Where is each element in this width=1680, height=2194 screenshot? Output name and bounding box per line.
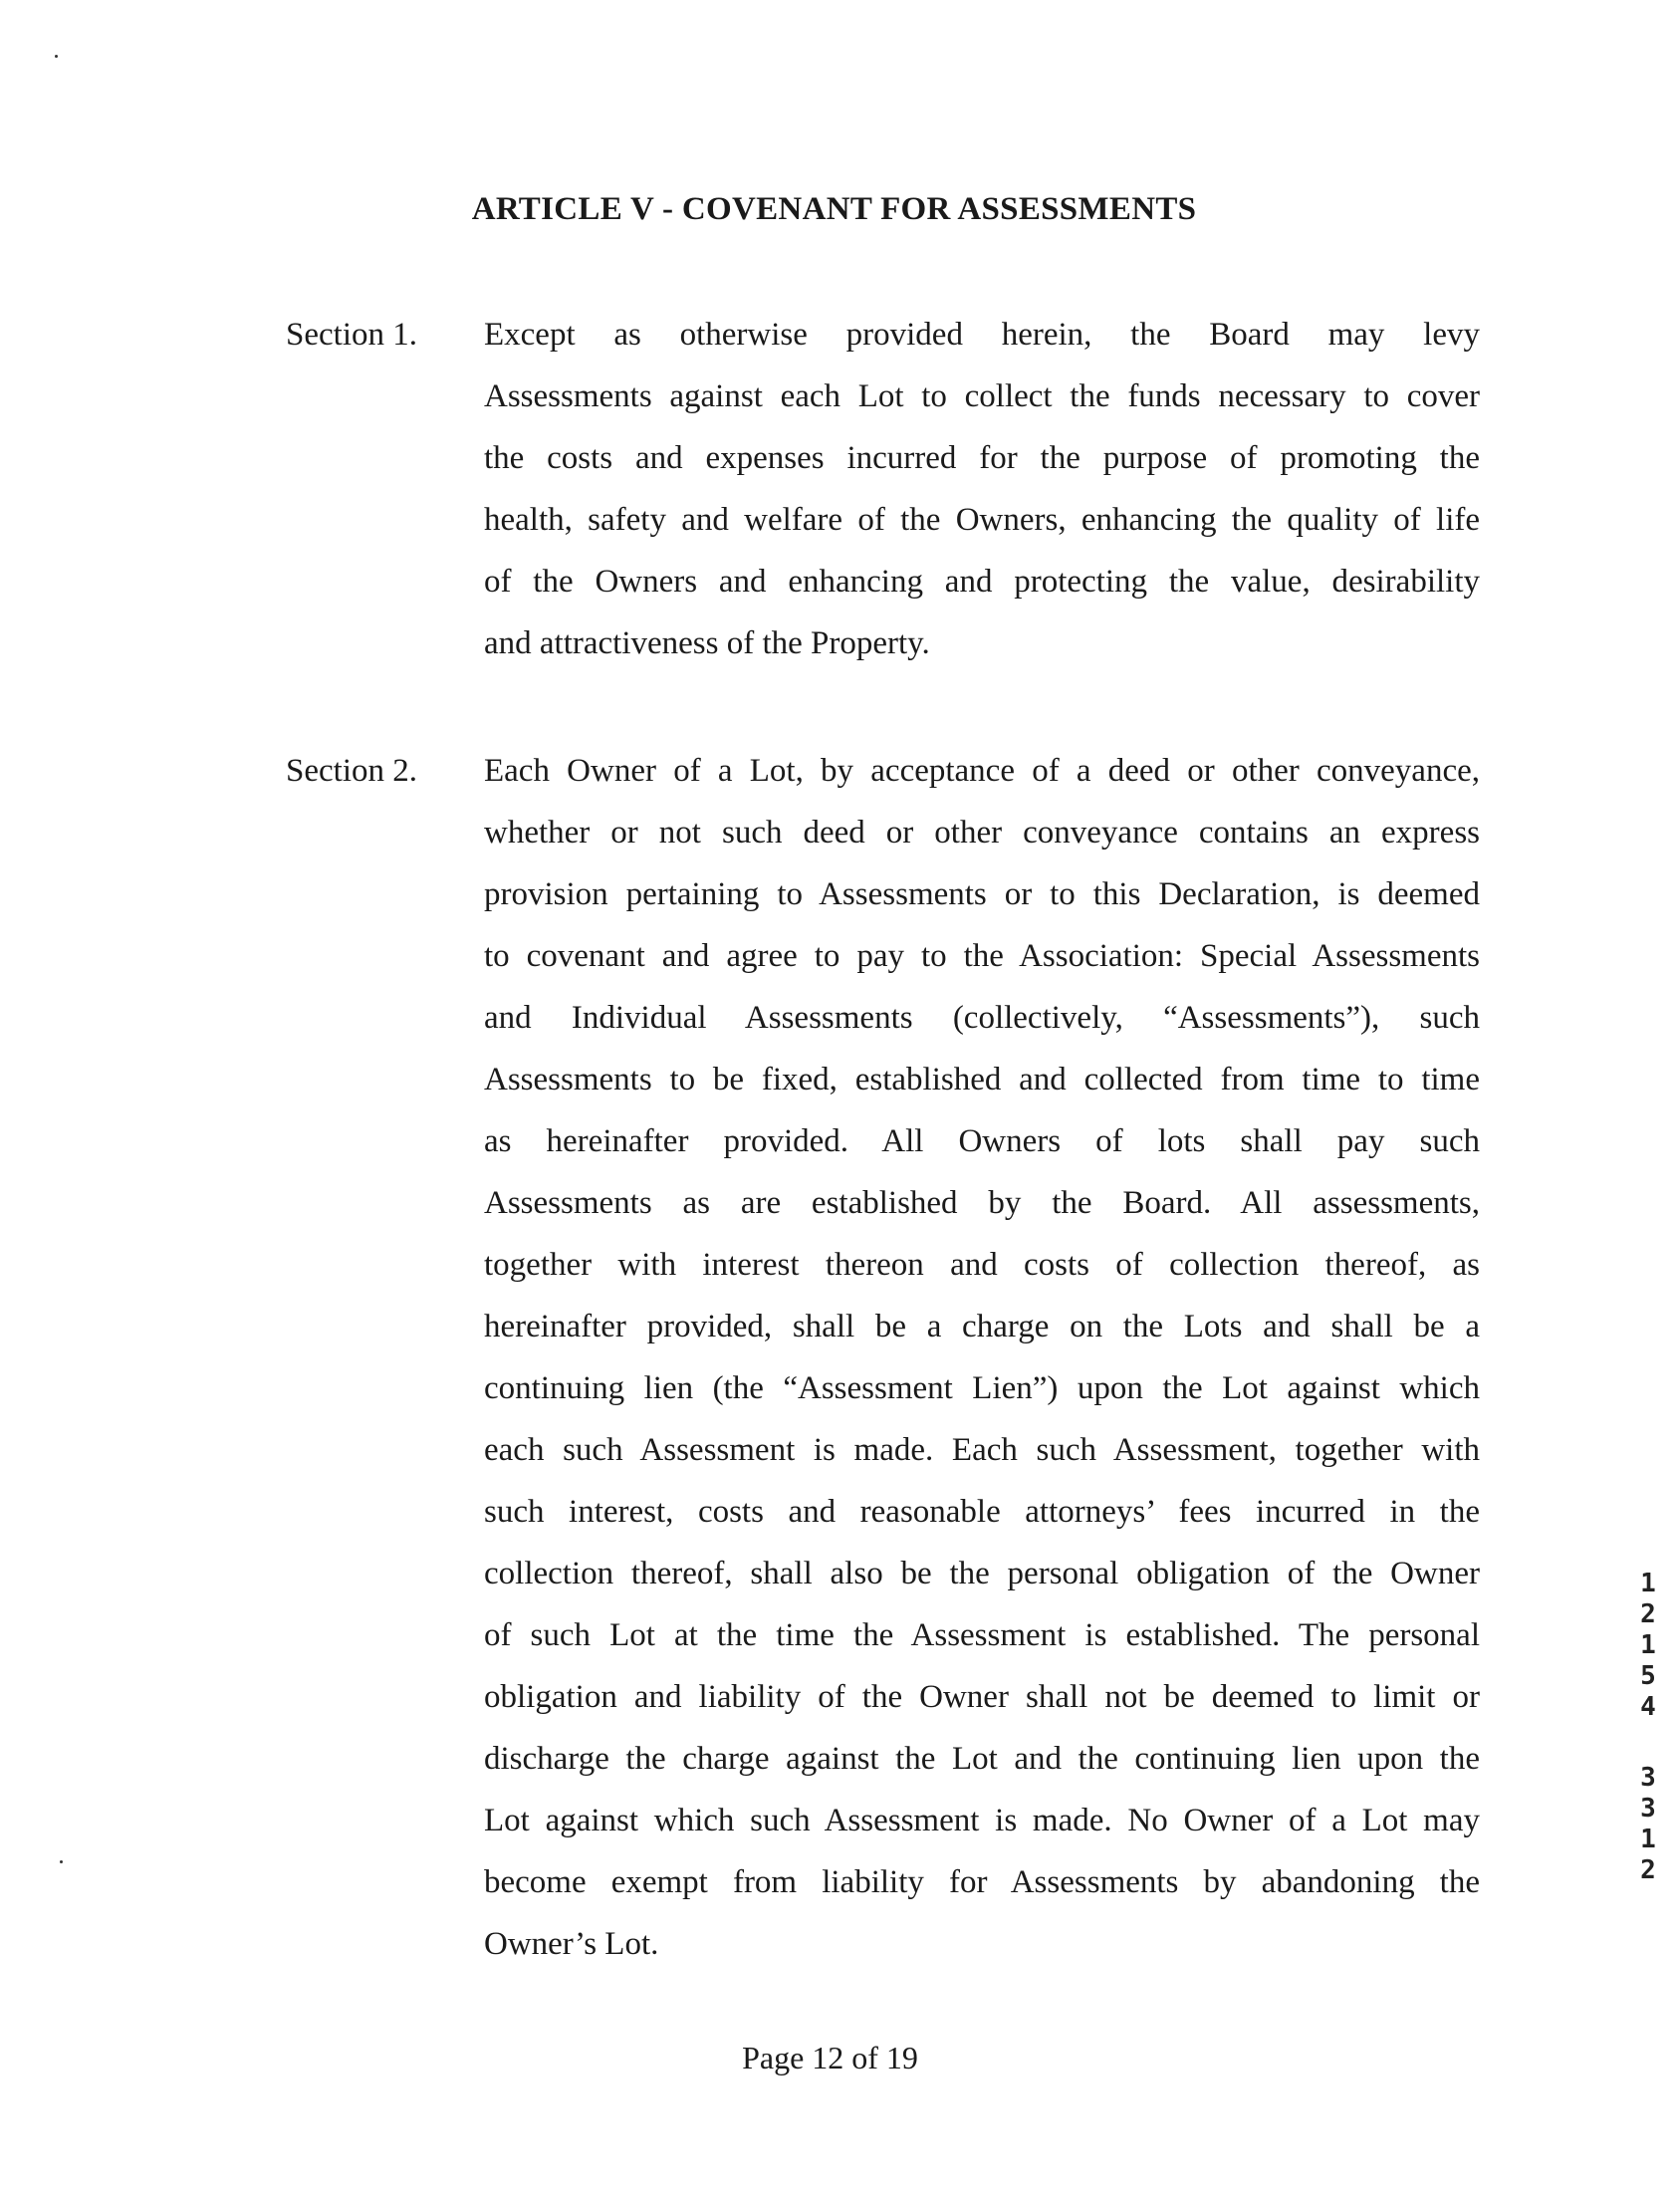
text-line: such interest, costs and reasonable attorneys’ fees incurred in the — [484, 1494, 1480, 1530]
stamp-digit: 3 — [1640, 1763, 1656, 1793]
stamp-digit: 1 — [1640, 1569, 1656, 1598]
stamp-digit: 3 — [1640, 1794, 1656, 1824]
scan-speck — [60, 1860, 63, 1863]
text-line: collection thereof, shall also be the personal obligation of the Owner — [484, 1556, 1480, 1591]
recording-number-stamp — [1633, 1569, 1663, 1886]
text-line: health, safety and welfare of the Owners, enhancing the quality of life — [484, 502, 1480, 538]
scan-speck — [55, 55, 58, 58]
text-line: of the Owners and enhancing and protecting the value, desirability — [484, 564, 1480, 600]
text-line: Except as otherwise provided herein, the Board may levy — [484, 317, 1480, 353]
text-line: whether or not such deed or other conveyance contains an express — [484, 815, 1480, 851]
text-line: become exempt from liability for Assessments by abandoning the — [484, 1864, 1480, 1900]
text-line: to covenant and agree to pay to the Association: Special Assessments — [484, 938, 1480, 974]
text-line: and Individual Assessments (collectively, “Assessments”), such — [484, 1000, 1480, 1036]
text-line: each such Assessment is made. Each such Assessment, together with — [484, 1432, 1480, 1468]
stamp-digit: 1 — [1640, 1630, 1656, 1660]
text-line: provision pertaining to Assessments or to this Declaration, is deemed — [484, 876, 1480, 912]
text-line: Lot against which such Assessment is made. No Owner of a Lot may — [484, 1803, 1480, 1838]
section-body — [484, 304, 1480, 674]
text-line: Owner’s Lot. — [484, 1926, 659, 1962]
text-line: together with interest thereon and costs of collection thereof, as — [484, 1247, 1480, 1283]
stamp-digit: 2 — [1640, 1855, 1656, 1885]
text-line: of such Lot at the time the Assessment is established. The personal — [484, 1617, 1480, 1653]
text-line: obligation and liability of the Owner shall not be deemed to limit or — [484, 1679, 1480, 1715]
page-number: Page 12 of 19 — [742, 2040, 918, 2075]
stamp-digit: 1 — [1640, 1825, 1656, 1854]
text-line: continuing lien (the “Assessment Lien”) upon the Lot against which — [484, 1370, 1480, 1406]
text-line: discharge the charge against the Lot and the continuing lien upon the — [484, 1741, 1480, 1777]
stamp-digit: 5 — [1640, 1661, 1656, 1691]
section-body — [484, 740, 1480, 1975]
stamp-digit: 4 — [1640, 1692, 1656, 1722]
text-line: Each Owner of a Lot, by acceptance of a deed or other conveyance, — [484, 753, 1480, 789]
article-heading — [0, 191, 1680, 228]
text-line: Assessments as are established by the Board. All assessments, — [484, 1185, 1480, 1221]
text-line: hereinafter provided, shall be a charge on the Lots and shall be a — [484, 1309, 1480, 1344]
stamp-digit: 2 — [1640, 1599, 1656, 1629]
text-line: Assessments to be fixed, established and collected from time to time — [484, 1062, 1480, 1097]
page-footer — [0, 2040, 1680, 2076]
text-line: the costs and expenses incurred for the purpose of promoting the — [484, 440, 1480, 476]
text-line: and attractiveness of the Property. — [484, 625, 930, 661]
text-line: as hereinafter provided. All Owners of lots shall pay such — [484, 1123, 1480, 1159]
section-label: Section 2. — [286, 753, 417, 789]
text-line: Assessments against each Lot to collect the funds necessary to cover — [484, 378, 1480, 414]
article-heading-text: ARTICLE V - COVENANT FOR ASSESSMENTS — [471, 191, 1197, 227]
section-label: Section 1. — [286, 317, 417, 353]
